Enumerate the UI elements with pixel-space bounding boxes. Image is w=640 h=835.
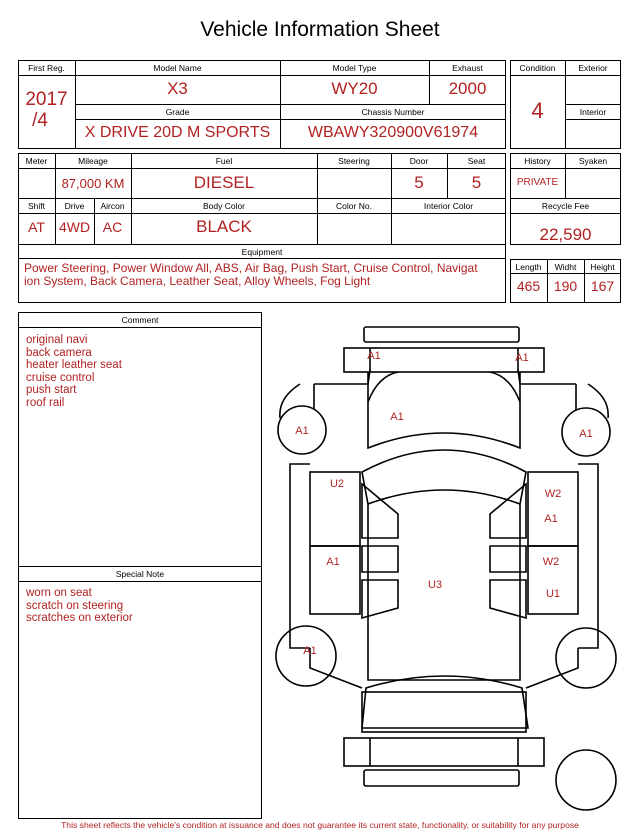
body-color-value: BLACK <box>196 217 252 236</box>
comment-item: roof rail <box>26 396 65 409</box>
comment-list <box>26 334 256 410</box>
grade-value: X DRIVE 20D M SPORTS <box>84 124 271 141</box>
mark-left-rear-door: A1 <box>326 556 340 568</box>
special-note-item: worn on seat <box>26 587 92 599</box>
color-no-label: Color No. <box>336 201 372 211</box>
equipment-label: Equipment <box>241 247 283 257</box>
model-name-label: Model Name <box>153 63 202 73</box>
special-note-item: scratches on exterior <box>26 612 133 625</box>
model-type-label: Model Type <box>332 63 377 73</box>
equipment-line-1: Power Steering, Power Window All, ABS, Air Bag, Push Start, Cruise Control, Navigat <box>24 261 478 275</box>
comment-label: Comment <box>121 315 159 325</box>
exterior-label: Exterior <box>578 63 608 73</box>
mark-right-rear-door-lower: U1 <box>545 588 561 600</box>
comment-item: push start <box>26 384 77 397</box>
mark-front-bumper-right: A1 <box>515 352 529 364</box>
mark-left-front-door: U2 <box>329 478 345 490</box>
steering-label: Steering <box>338 156 370 166</box>
comment-item: back camera <box>26 346 92 359</box>
comment-item: cruise control <box>26 371 95 384</box>
width-value: 190 <box>553 278 578 294</box>
chassis-value: WBAWY320900V61974 <box>307 124 479 141</box>
mark-rear-left-wheel: A1 <box>303 645 317 657</box>
exhaust-label: Exhaust <box>452 63 483 73</box>
model-name-value: X3 <box>167 79 188 98</box>
exhaust-value: 2000 <box>448 79 487 98</box>
footer-disclaimer: This sheet reflects the vehicle's condition at issuance and does not guarantee its current state, functionality, or suitability for any purpose <box>61 820 579 830</box>
interior-label: Interior <box>579 107 607 117</box>
mark-right-rear-door-upper: W2 <box>542 556 560 568</box>
mark-front-right-wheel: A1 <box>579 428 593 440</box>
condition-label: Condition <box>519 63 556 73</box>
aircon-value: AC <box>102 219 123 235</box>
mileage-value: 87,000 KM <box>61 176 125 191</box>
mileage-label: Mileage <box>78 156 108 166</box>
mark-right-front-door-lower: A1 <box>544 513 558 525</box>
mark-right-front-door-upper: W2 <box>544 488 562 500</box>
seat-label: Seat <box>467 156 486 166</box>
mark-roof: U3 <box>427 579 443 591</box>
height-label: Height <box>590 262 615 272</box>
drive-label: Drive <box>64 201 85 211</box>
comment-item: heater leather seat <box>26 359 122 372</box>
page-title: Vehicle Information Sheet <box>200 18 440 41</box>
height-value: 167 <box>590 278 615 294</box>
special-note-item: scratch on steering <box>26 599 124 612</box>
chassis-label: Chassis Number <box>361 107 425 117</box>
grade-label: Grade <box>165 107 190 117</box>
shift-label: Shift <box>27 201 45 211</box>
first-reg-year: 2017 <box>25 89 68 110</box>
history-label: History <box>524 156 551 166</box>
mark-hood: A1 <box>390 411 404 423</box>
seat-value: 5 <box>471 173 482 192</box>
interior-color-label: Interior Color <box>423 201 474 211</box>
special-note-list <box>26 587 256 625</box>
door-label: Door <box>409 156 429 166</box>
car-damage-diagram <box>270 318 630 818</box>
first-reg-label: First Reg. <box>28 63 65 73</box>
width-label: Widht <box>554 262 577 272</box>
mark-front-left-wheel: A1 <box>295 425 309 437</box>
meter-label: Meter <box>25 156 48 166</box>
door-value: 5 <box>414 173 424 192</box>
condition-value: 4 <box>531 98 544 123</box>
history-value: PRIVATE <box>516 177 559 188</box>
fuel-label: Fuel <box>215 156 233 166</box>
recycle-fee-value: 22,590 <box>539 225 592 244</box>
equipment-line-2: ion System, Back Camera, Leather Seat, Alloy Wheels, Fog Light <box>24 274 371 288</box>
model-type-value: WY20 <box>331 79 378 98</box>
length-label: Length <box>515 262 542 272</box>
drive-value: 4WD <box>58 219 91 235</box>
length-value: 465 <box>516 278 541 294</box>
fuel-value: DIESEL <box>193 173 255 192</box>
first-reg-month: /4 <box>32 110 48 131</box>
comment-item: original navi <box>26 334 88 346</box>
syaken-label: Syaken <box>578 156 608 166</box>
special-note-label: Special Note <box>115 569 165 579</box>
mark-front-bumper-left: A1 <box>367 350 381 362</box>
body-color-label: Body Color <box>202 201 246 211</box>
shift-value: AT <box>28 219 45 235</box>
aircon-label: Aircon <box>100 201 125 211</box>
recycle-fee-label: Recycle Fee <box>541 201 590 211</box>
